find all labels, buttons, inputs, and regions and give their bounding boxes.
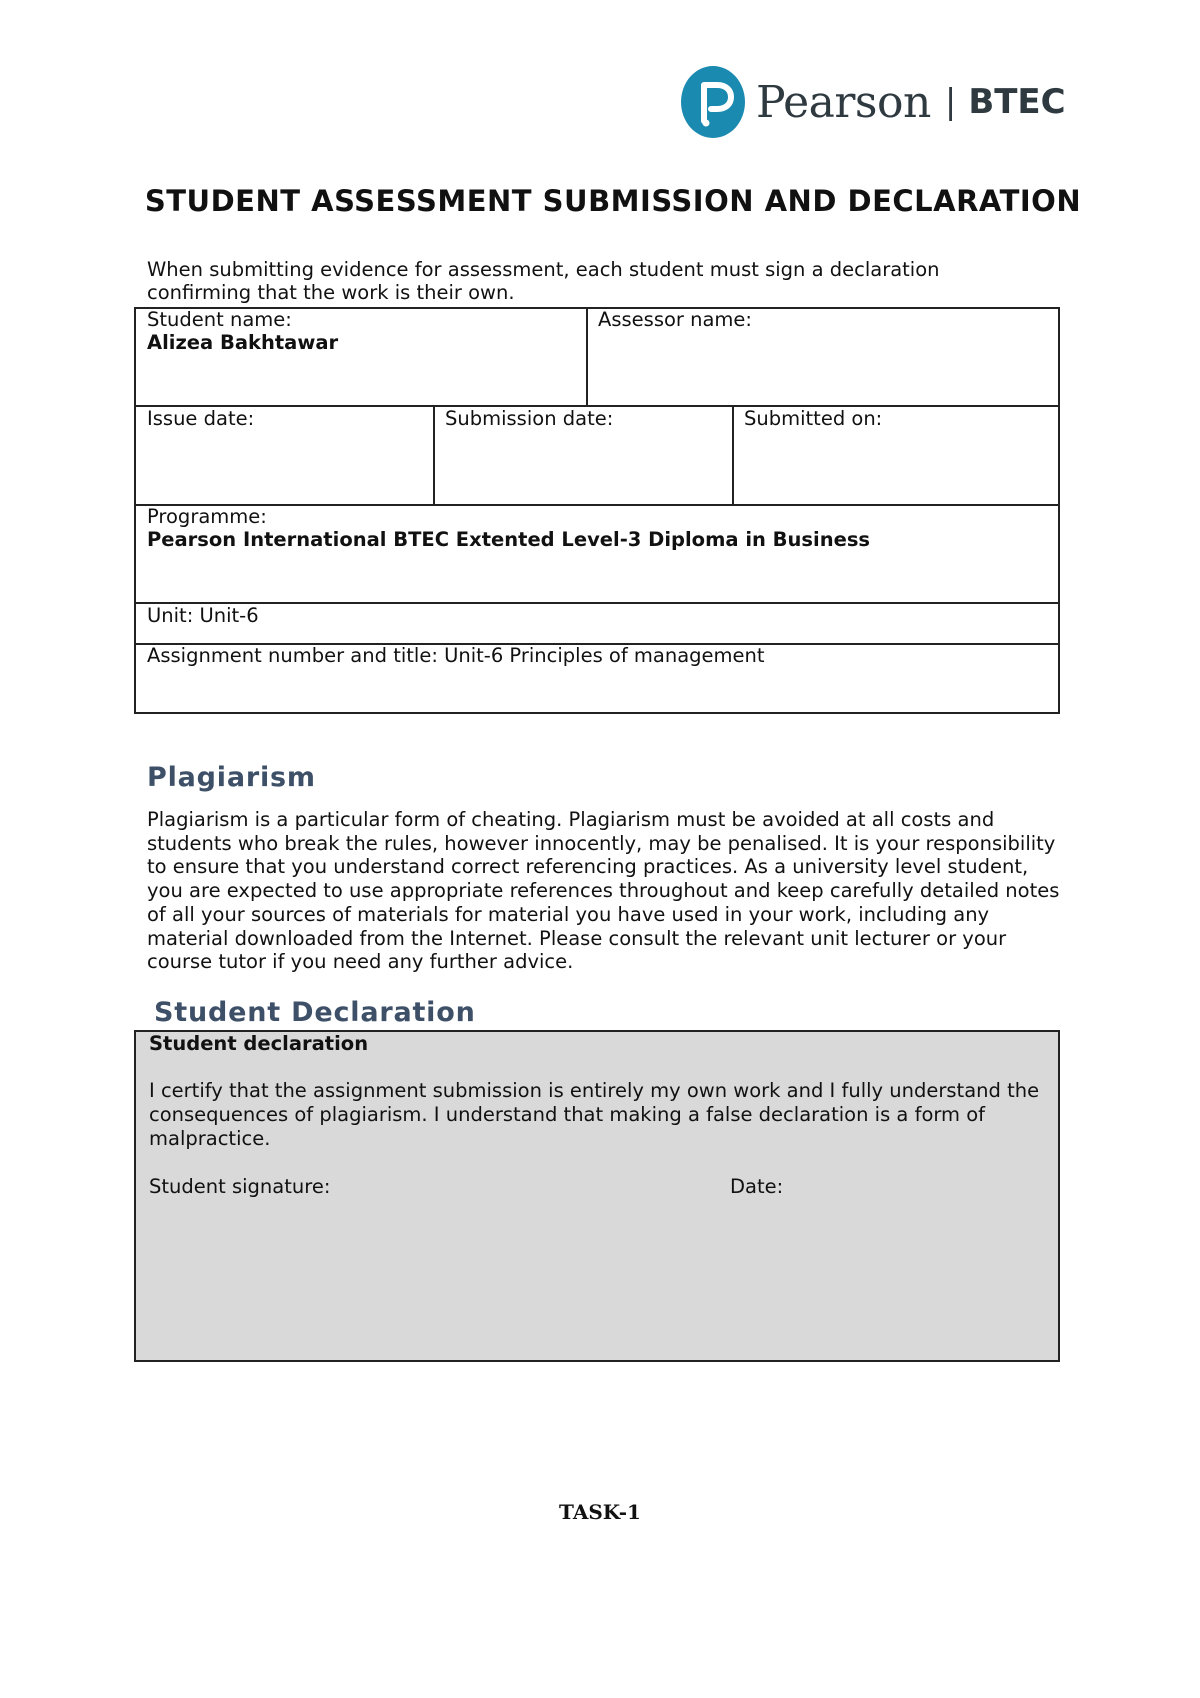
student-name-cell — [147, 308, 338, 354]
pearson-p-icon — [680, 65, 746, 139]
pearson-btec-logo — [680, 64, 1066, 140]
issue-date-label: Issue date: — [147, 407, 255, 430]
student-name-label: Student name: — [147, 308, 292, 331]
submission-date-label: Submission date: — [445, 407, 614, 430]
declaration-box-title: Student declaration — [149, 1032, 369, 1055]
logo-separator: | — [944, 82, 957, 122]
page-title: STUDENT ASSESSMENT SUBMISSION AND DECLARATION — [144, 184, 1082, 218]
row-divider — [134, 602, 1060, 604]
programme-label: Programme: — [147, 505, 267, 528]
col-divider — [433, 405, 435, 505]
col-divider — [586, 307, 588, 406]
logo-product: BTEC — [968, 82, 1066, 122]
signature-label: Student signature: — [149, 1175, 331, 1198]
student-name-value: Alizea Bakhtawar — [147, 331, 339, 354]
assignment-label: Assignment number and title: Unit-6 Principles of management — [147, 644, 765, 667]
unit-label: Unit: Unit-6 — [147, 604, 259, 627]
col-divider — [732, 405, 734, 505]
programme-value: Pearson International BTEC Extented Level-3 Diploma in Business — [147, 528, 871, 551]
date-label: Date: — [730, 1175, 784, 1198]
task-label: TASK-1 — [559, 1500, 641, 1524]
declaration-text: I certify that the assignment submission is entirely my own work and I fully understand the consequences of plagiarism. I understand that making a false declaration is a form of malpractice. — [149, 1079, 1040, 1150]
declaration-heading: Student Declaration — [154, 997, 476, 1028]
intro-text: When submitting evidence for assessment, each student must sign a declaration confirming that the work is their own. — [147, 258, 940, 304]
declaration-box — [134, 1030, 1060, 1362]
plagiarism-text: Plagiarism is a particular form of cheating. Plagiarism must be avoided at all costs and students who break the rules, however innocently, may be penalised. It is your responsibility to ensure that you understand correct referencing practices. As a university level student, you are expected to use appropriate references throughout and keep carefully detailed notes of all your sources of materials for material you have used in your work, including any material downloaded from the Internet. Please consult the relevant unit lecturer or your course tutor if you need any further advice. — [147, 808, 1060, 974]
plagiarism-heading: Plagiarism — [147, 762, 316, 793]
programme-cell — [147, 505, 1047, 551]
assessor-name-label: Assessor name: — [598, 308, 752, 331]
logo-brand: Pearson — [756, 76, 931, 128]
submitted-on-label: Submitted on: — [744, 407, 883, 430]
